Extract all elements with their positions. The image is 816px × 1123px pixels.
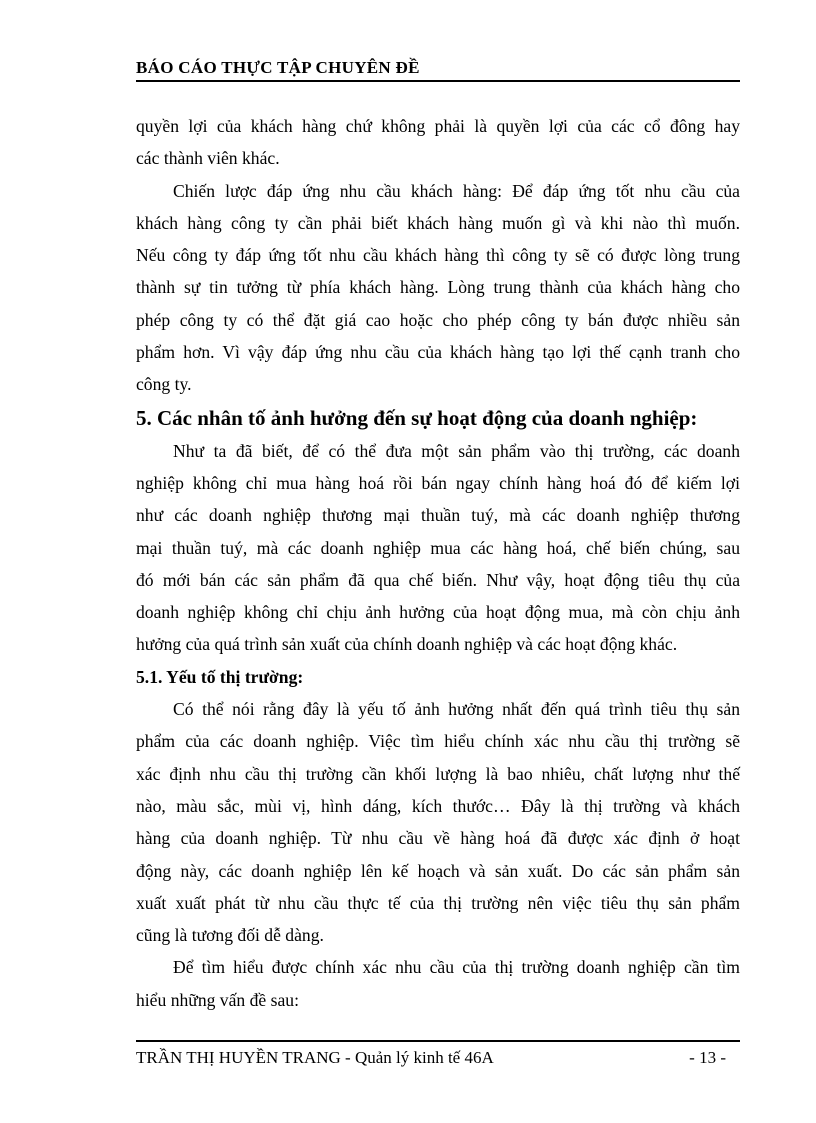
paragraph-line: hiểu những vấn đề sau: <box>136 989 299 1010</box>
paragraph-line: Chiến lược đáp ứng nhu cầu khách hàng: Để đáp ứng tốt nhu cầu của <box>173 180 740 201</box>
subsection-heading: 5.1. Yếu tố thị trường: <box>136 666 304 687</box>
paragraph-line: xác định nhu cầu thị trường cần khối lượng là bao nhiêu, chất lượng như thế <box>136 763 740 784</box>
body-text <box>136 110 740 1016</box>
paragraph-line: Như ta đã biết, để có thể đưa một sản phẩm vào thị trường, các doanh <box>173 440 740 461</box>
paragraph-line: thành sự tin tưởng từ phía khách hàng. Lòng trung thành của khách hàng cho <box>136 277 740 298</box>
page-number: - 13 - <box>689 1048 726 1067</box>
paragraph-line: xuất xuất phát từ nhu cầu thực tế của thị trường nên việc tiêu thụ sản phẩm <box>136 892 740 913</box>
footer-author: TRẦN THỊ HUYỀN TRANG - Quản lý kinh tế 46A <box>136 1048 494 1067</box>
paragraph-line: động này, các doanh nghiệp lên kế hoạch và sản xuất. Do các sản phẩm sản <box>136 860 740 881</box>
paragraph-line: như các doanh nghiệp thương mại thuần tuý, mà các doanh nghiệp thương <box>136 505 740 526</box>
paragraph-line: cũng là tương đối dễ dàng. <box>136 925 324 946</box>
paragraph-line: hàng của doanh nghiệp. Từ nhu cầu về hàng hoá đã được xác định ở hoạt <box>136 828 740 849</box>
paragraph-line: quyền lợi của khách hàng chứ không phải là quyền lợi của các cổ đông hay <box>136 116 740 136</box>
paragraph-line: nghiệp không chỉ mua hàng hoá rồi bán ngay chính hàng hoá đó để kiếm lợi <box>136 472 740 493</box>
paragraph-line: các thành viên khác. <box>136 148 280 169</box>
paragraph-line: Nếu công ty đáp ứng tốt nhu cầu khách hàng thì công ty sẽ có được lòng trung <box>136 245 740 266</box>
paragraph-line: phẩm hơn. Vì vậy đáp ứng nhu cầu của khách hàng tạo lợi thế cạnh tranh cho <box>136 342 740 363</box>
paragraph-line: mại thuần tuý, mà các doanh nghiệp mua các hàng hoá, chế biến chúng, sau <box>136 537 740 558</box>
page-footer <box>136 1040 740 1067</box>
paragraph-line: doanh nghiệp không chỉ chịu ảnh hưởng của hoạt động mua, mà còn chịu ảnh <box>136 602 740 623</box>
paragraph-line: đó mới bán các sản phẩm đã qua chế biến. Như vậy, hoạt động tiêu thụ của <box>136 569 740 590</box>
paragraph-line: công ty. <box>136 374 192 395</box>
paragraph-line: Để tìm hiểu được chính xác nhu cầu của thị trường doanh nghiệp cần tìm <box>173 957 740 978</box>
header-title: BÁO CÁO THỰC TẬP CHUYÊN ĐỀ <box>136 58 420 77</box>
paragraph-line: khách hàng công ty cần phải biết khách hàng muốn gì và khi nào thì muốn. <box>136 212 740 233</box>
paragraph-line: hưởng của quá trình sản xuất của chính doanh nghiệp và các hoạt động khác. <box>136 634 678 655</box>
page-header <box>136 56 740 82</box>
paragraph-line: phẩm của các doanh nghiệp. Việc tìm hiểu chính xác nhu cầu thị trường sẽ <box>136 731 740 752</box>
paragraph-line: nào, màu sắc, mùi vị, hình dáng, kích thước… Đây là thị trường và khách <box>136 795 740 816</box>
paragraph-line: phép công ty có thể đặt giá cao hoặc cho phép công ty bán được nhiều sản <box>136 309 740 330</box>
paragraph-line: Có thể nói rằng đây là yếu tố ảnh hưởng nhất đến quá trình tiêu thụ sản <box>173 699 740 720</box>
section-heading: 5. Các nhân tố ảnh hưởng đến sự hoạt động của doanh nghiệp: <box>136 405 698 430</box>
